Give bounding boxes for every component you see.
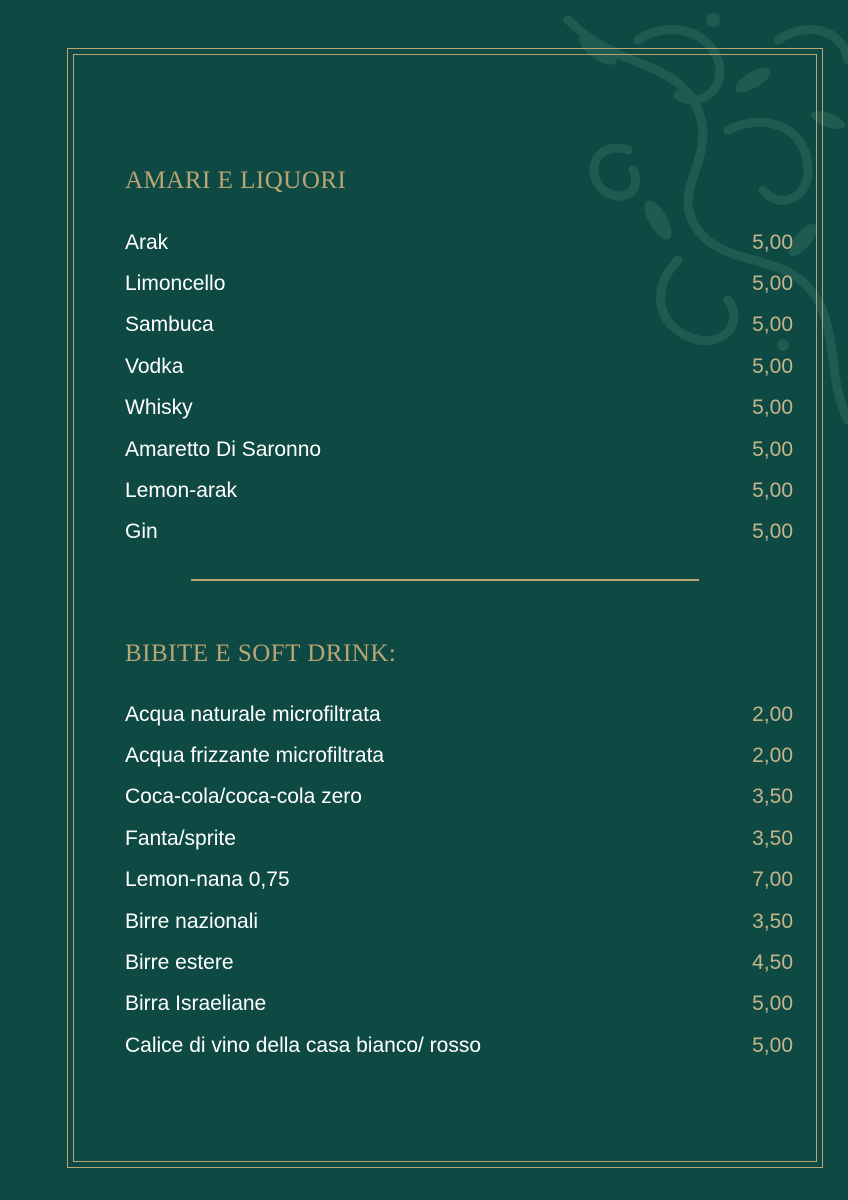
item-name: Amaretto Di Saronno <box>125 437 322 461</box>
amari-list <box>125 222 793 553</box>
list-item <box>125 346 793 387</box>
list-item <box>125 818 793 859</box>
section-divider <box>191 579 699 581</box>
item-name: Acqua frizzante microfiltrata <box>125 744 385 768</box>
list-item <box>125 470 793 511</box>
item-price: 5,00 <box>752 354 793 378</box>
list-item <box>125 263 793 304</box>
item-price: 3,50 <box>752 785 793 809</box>
item-name: Birre nazionali <box>125 909 259 933</box>
item-name: Fanta/sprite <box>125 826 236 850</box>
list-item <box>125 901 793 942</box>
item-price: 5,00 <box>752 313 793 337</box>
section-title-bibite: BIBITE E SOFT DRINK: <box>125 640 397 667</box>
bibite-list <box>125 694 793 1067</box>
item-name: Birra Israeliane <box>125 992 267 1016</box>
item-name: Limoncello <box>125 272 226 296</box>
item-price: 5,00 <box>752 437 793 461</box>
item-price: 5,00 <box>752 272 793 296</box>
item-price: 3,50 <box>752 909 793 933</box>
item-price: 5,00 <box>752 1033 793 1057</box>
item-price: 4,50 <box>752 951 793 975</box>
list-item <box>125 388 793 429</box>
item-price: 7,00 <box>752 868 793 892</box>
section-title-amari: AMARI E LIQUORI <box>125 167 347 194</box>
item-name: Calice di vino della casa bianco/ rosso <box>125 1033 482 1057</box>
item-name: Sambuca <box>125 313 214 337</box>
item-price: 5,00 <box>752 992 793 1016</box>
item-name: Acqua naturale microfiltrata <box>125 702 381 726</box>
list-item <box>125 735 793 776</box>
item-name: Arak <box>125 230 169 254</box>
item-name: Whisky <box>125 396 193 420</box>
item-name: Gin <box>125 520 158 544</box>
item-price: 5,00 <box>752 479 793 503</box>
item-price: 5,00 <box>752 520 793 544</box>
item-name: Lemon-arak <box>125 479 238 503</box>
item-price: 3,50 <box>752 826 793 850</box>
list-item <box>125 984 793 1025</box>
item-price: 2,00 <box>752 702 793 726</box>
list-item <box>125 942 793 983</box>
item-name: Birre estere <box>125 951 234 975</box>
item-name: Lemon-nana 0,75 <box>125 868 290 892</box>
item-name: Vodka <box>125 354 184 378</box>
list-item <box>125 860 793 901</box>
list-item <box>125 1025 793 1066</box>
item-name: Coca-cola/coca-cola zero <box>125 785 362 809</box>
item-price: 5,00 <box>752 396 793 420</box>
list-item <box>125 305 793 346</box>
list-item <box>125 777 793 818</box>
list-item <box>125 429 793 470</box>
list-item <box>125 694 793 735</box>
list-item <box>125 512 793 553</box>
item-price: 2,00 <box>752 744 793 768</box>
list-item <box>125 222 793 263</box>
item-price: 5,00 <box>752 230 793 254</box>
